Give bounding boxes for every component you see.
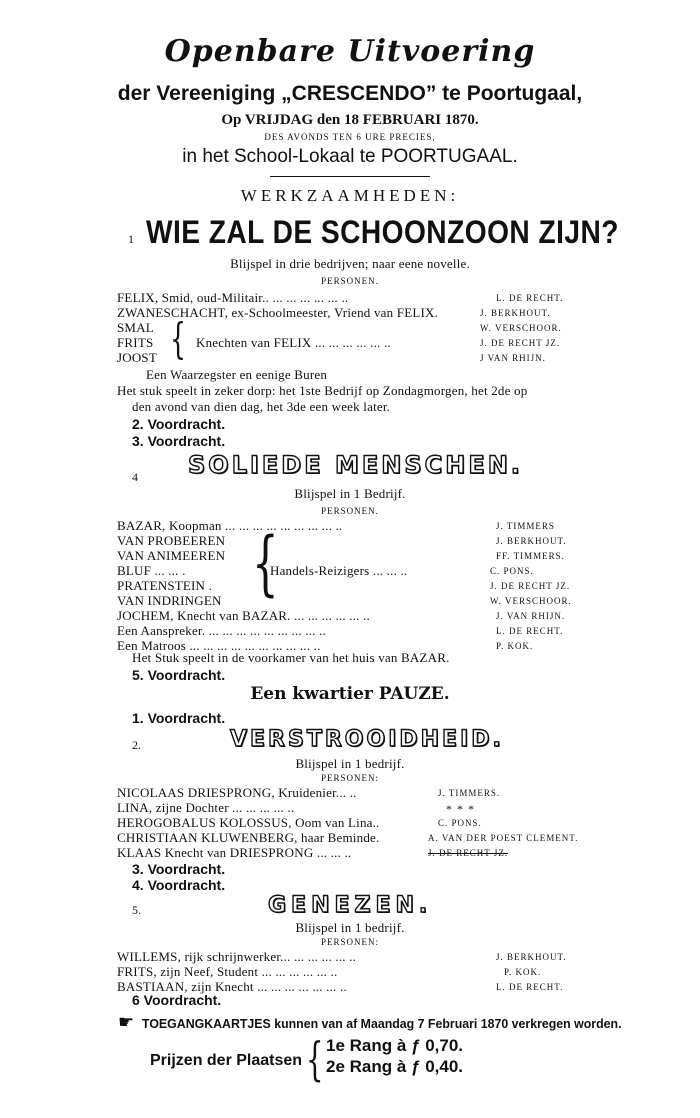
voordracht: 4. Voordracht. bbox=[132, 877, 226, 893]
group-label: Handels-Reizigers ... ... .. bbox=[270, 563, 408, 578]
price-rank1: 1e Rang à ƒ 0,70. bbox=[326, 1036, 464, 1055]
play4-number: 5. bbox=[132, 903, 141, 917]
cast-role: CHRISTIAAN KLUWENBERG, haar Beminde. bbox=[117, 830, 380, 845]
play1-number: 1 bbox=[128, 232, 134, 246]
play1-subtitle: Blijspel in drie bedrijven; naar eene novelle. bbox=[230, 256, 470, 271]
cast-actor: C. PONS. bbox=[438, 818, 482, 828]
group-label: Knechten van FELIX ... ... ... ... ... .. bbox=[196, 335, 391, 350]
cast-role: HEROGOBALUS KOLOSSUS, Oom van Lina.. bbox=[117, 815, 380, 830]
cast-role: PRATENSTEIN . bbox=[117, 578, 213, 593]
play1-title: WIE ZAL DE SCHOONZOON ZIJN? bbox=[146, 214, 619, 250]
cast-role: FRITS, zijn Neef, Student ... ... ... ... ... .. bbox=[117, 964, 338, 979]
cast-actor: P. KOK. bbox=[496, 641, 534, 651]
play1-extra: Een Waarzegster en eenige Buren bbox=[146, 367, 328, 382]
cast-role: BLUF ... ... . bbox=[117, 563, 186, 578]
cast-role: WILLEMS, rijk schrijnwerker... ... ... ... ... .. bbox=[117, 949, 357, 964]
play2-note: Het Stuk speelt in de voorkamer van het huis van BAZAR. bbox=[132, 650, 450, 665]
brace-glyph: { bbox=[170, 314, 187, 363]
voordracht: 1. Voordracht. bbox=[132, 710, 226, 726]
cast-actor: J. VAN RHIJN. bbox=[496, 611, 566, 621]
cast-actor: J. BERKHOUT. bbox=[480, 308, 551, 318]
play3-personen: PERSONEN: bbox=[320, 773, 379, 783]
cast-role: VAN PROBEEREN bbox=[117, 533, 226, 548]
play1-note: den avond van dien dag, het 3de een week later. bbox=[132, 399, 391, 414]
cast-actor: L. DE RECHT. bbox=[496, 982, 564, 992]
cast-actor: * * * bbox=[446, 802, 475, 816]
time-line: DES AVONDS TEN 6 URE PRECIES, bbox=[264, 132, 436, 142]
cast-role: Een Matroos ... ... ... ... ... ... ... ... ... .. bbox=[117, 638, 321, 653]
cast-actor: W. VERSCHOOR. bbox=[480, 323, 562, 333]
price-rank2: 2e Rang à ƒ 0,40. bbox=[326, 1057, 464, 1076]
play4-title: GENEZEN. bbox=[268, 893, 433, 918]
cast-role: LINA, zijne Dochter ... ... ... ... .. bbox=[117, 800, 295, 815]
play1-personen: PERSONEN. bbox=[321, 276, 379, 286]
cast-role: BASTIAAN, zijn Knecht ... ... ... ... ... ... .. bbox=[117, 979, 347, 994]
play3-title: VERSTROOIDHEID. bbox=[230, 727, 504, 752]
ornament-divider bbox=[270, 176, 430, 177]
cast-actor: L. DE RECHT. bbox=[496, 293, 564, 303]
cast-role: JOCHEM, Knecht van BAZAR. ... ... ... ... ... .. bbox=[117, 608, 370, 623]
voordracht: 5. Voordracht. bbox=[132, 667, 226, 683]
cast-role: Een Aanspreker. ... ... ... ... ... ... ... ... .. bbox=[117, 623, 326, 638]
play2-number: 4 bbox=[132, 470, 138, 484]
cast-role: SMAL bbox=[117, 320, 154, 335]
brace-glyph: { bbox=[306, 1032, 324, 1086]
cast-actor: P. KOK. bbox=[504, 967, 542, 977]
pauze-line: Een kwartier PAUZE. bbox=[250, 684, 450, 704]
cast-actor: C. PONS. bbox=[490, 566, 534, 576]
pointing-hand-icon: ☛ bbox=[118, 1012, 135, 1033]
voordracht: 6 Voordracht. bbox=[132, 992, 222, 1008]
play4-subtitle: Blijspel in 1 bedrijf. bbox=[295, 920, 405, 935]
cast-actor: J. DE RECHT JZ. bbox=[490, 581, 571, 591]
cast-role: KLAAS Knecht van DRIESPRONG ... ... .. bbox=[117, 845, 352, 860]
prices-label: Prijzen der Plaatsen bbox=[150, 1052, 303, 1069]
cast-actor: W. VERSCHOOR. bbox=[490, 596, 572, 606]
cast-actor: J. BERKHOUT. bbox=[496, 536, 567, 546]
cast-actor: J. TIMMERS. bbox=[438, 788, 501, 798]
cast-role: FRITS bbox=[117, 335, 154, 350]
play2-title: SOLIEDE MENSCHEN. bbox=[188, 451, 523, 479]
cast-role: VAN INDRINGEN bbox=[117, 593, 222, 608]
play3-number: 2. bbox=[132, 738, 141, 752]
cast-role: NICOLAAS DRIESPRONG, Kruidenier... .. bbox=[117, 785, 357, 800]
play2-subtitle: Blijspel in 1 Bedrijf. bbox=[294, 486, 406, 501]
cast-role: VAN ANIMEEREN bbox=[117, 548, 226, 563]
cast-actor: FF. TIMMERS. bbox=[496, 551, 565, 561]
cast-role: FELIX, Smid, oud-Militair.. ... ... ... ... ... .. bbox=[117, 290, 349, 305]
brace-glyph: { bbox=[252, 522, 279, 604]
date-line: Op VRIJDAG den 18 FEBRUARI 1870. bbox=[221, 112, 479, 128]
voordracht: 3. Voordracht. bbox=[132, 433, 226, 449]
cast-role: ZWANESCHACHT, ex-Schoolmeester, Vriend van FELIX. bbox=[117, 305, 439, 320]
cast-role: JOOST bbox=[117, 350, 158, 365]
play3-subtitle: Blijspel in 1 bedrijf. bbox=[295, 756, 405, 771]
cast-actor: J. DE RECHT JZ. bbox=[480, 338, 561, 348]
voordracht: 3. Voordracht. bbox=[132, 861, 226, 877]
location-line: in het School-Lokaal te POORTUGAAL. bbox=[182, 146, 518, 167]
main-title: Openbare Uitvoering bbox=[164, 34, 536, 69]
voordracht: 2. Voordracht. bbox=[132, 416, 226, 432]
play1-note: Het stuk speelt in zeker dorp: het 1ste Bedrijf op Zondagmorgen, het 2de op bbox=[117, 383, 528, 398]
cast-actor: J. TIMMERS bbox=[496, 521, 555, 531]
play2-personen: PERSONEN. bbox=[321, 506, 379, 516]
play4-personen: PERSONEN: bbox=[320, 937, 379, 947]
section-heading: WERKZAAMHEDEN: bbox=[240, 186, 460, 205]
tickets-line: TOEGANGKAARTJES kunnen van af Maandag 7 Februari 1870 verkregen worden. bbox=[142, 1016, 622, 1031]
cast-actor: J. DE RECHT JZ. bbox=[428, 848, 509, 858]
cast-actor: L. DE RECHT. bbox=[496, 626, 564, 636]
cast-actor: J. BERKHOUT. bbox=[496, 952, 567, 962]
cast-actor: A. VAN DER POEST CLEMENT. bbox=[428, 833, 579, 843]
society-line: der Vereeniging „CRESCENDO” te Poortugaal, bbox=[117, 82, 583, 105]
cast-actor: J VAN RHIJN. bbox=[480, 353, 546, 363]
cast-role: BAZAR, Koopman ... ... ... ... ... ... ... ... .. bbox=[117, 518, 343, 533]
